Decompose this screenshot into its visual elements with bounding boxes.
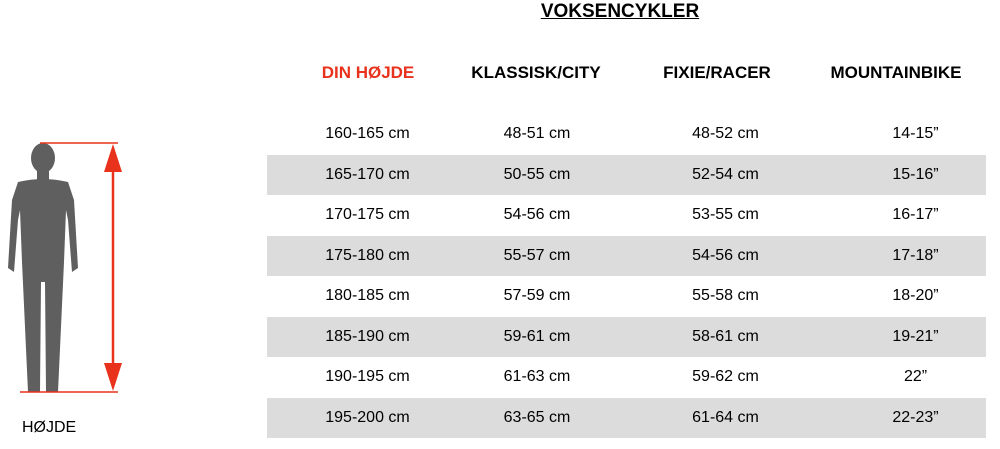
racer-size-cell: 52-54 cm [692, 165, 759, 183]
table-row [267, 398, 986, 439]
racer-size-cell: 58-61 cm [692, 327, 759, 345]
header-classic-city: KLASSISK/CITY [471, 63, 601, 82]
classic-size-cell: 61-63 cm [503, 368, 571, 386]
header-fixie-racer: FIXIE/RACER [663, 63, 771, 82]
mtb-size-cell: 17-18” [892, 246, 939, 264]
height-cell: 175-180 cm [325, 246, 410, 264]
height-label: HØJDE [22, 419, 77, 436]
racer-size-cell: 61-64 cm [692, 408, 759, 426]
classic-size-cell: 54-56 cm [503, 206, 571, 224]
height-cell: 160-165 cm [325, 125, 410, 143]
racer-size-cell: 54-56 cm [692, 246, 759, 264]
racer-size-cell: 48-52 cm [692, 125, 759, 143]
mtb-size-cell: 16-17” [892, 206, 939, 224]
human-silhouette-icon [8, 143, 78, 392]
mtb-size-cell: 15-16” [892, 165, 939, 183]
mtb-size-cell: 14-15” [892, 125, 939, 143]
table-row [267, 317, 986, 358]
table-row [267, 195, 986, 236]
page-title: VOKSENCYKLER [540, 1, 700, 22]
racer-size-cell: 53-55 cm [692, 206, 759, 224]
classic-size-cell: 48-51 cm [503, 125, 571, 143]
classic-size-cell: 57-59 cm [503, 287, 571, 305]
header-mountainbike: MOUNTAINBIKE [830, 63, 962, 82]
height-cell: 165-170 cm [325, 165, 410, 183]
classic-size-cell: 63-65 cm [503, 408, 571, 426]
table-row [267, 276, 986, 317]
size-table [267, 114, 986, 438]
table-row [267, 357, 986, 398]
mtb-size-cell: 22-23” [892, 408, 939, 426]
table-row [267, 155, 986, 196]
racer-size-cell: 55-58 cm [692, 287, 759, 305]
height-illustration [0, 130, 150, 400]
classic-size-cell: 59-61 cm [503, 327, 571, 345]
header-height: DIN HØJDE [321, 63, 415, 82]
height-cell: 180-185 cm [325, 287, 410, 305]
mtb-size-cell: 18-20” [892, 287, 939, 305]
racer-size-cell: 59-62 cm [692, 368, 759, 386]
height-cell: 195-200 cm [325, 408, 410, 426]
table-row [267, 114, 986, 155]
table-row [267, 236, 986, 277]
classic-size-cell: 55-57 cm [503, 246, 571, 264]
classic-size-cell: 50-55 cm [503, 165, 571, 183]
height-cell: 190-195 cm [325, 368, 410, 386]
height-cell: 170-175 cm [325, 206, 410, 224]
mtb-size-cell: 22” [903, 368, 928, 386]
height-cell: 185-190 cm [325, 327, 410, 345]
mtb-size-cell: 19-21” [892, 327, 939, 345]
